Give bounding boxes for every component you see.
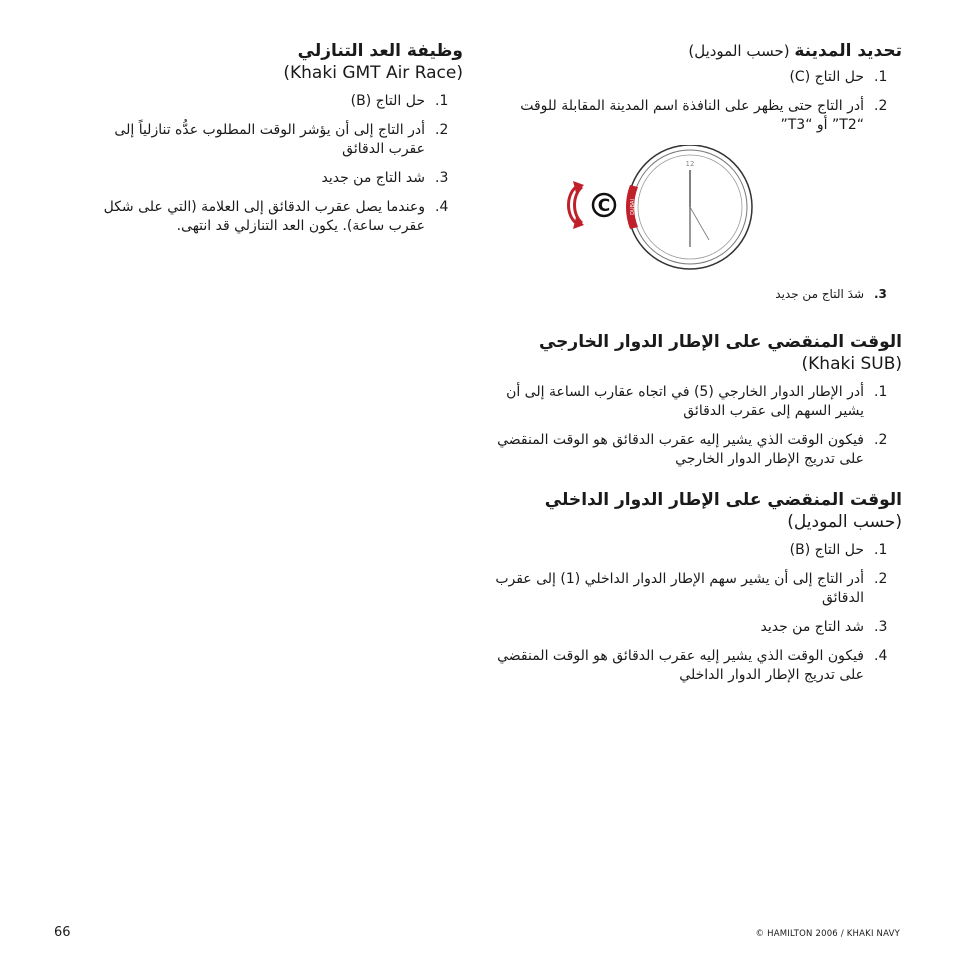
city-title: تحديد المدينة (حسب الموديل) xyxy=(688,41,902,61)
list-item: .3 شد التاج من جديد xyxy=(321,170,449,186)
inner-bezel-section xyxy=(492,489,902,685)
watch-illustration xyxy=(492,145,902,345)
crown-letter: C xyxy=(597,196,611,216)
right-column xyxy=(492,40,902,705)
outer-bezel-subtitle: (Khaki SUB) xyxy=(801,354,902,374)
page-number: 66 xyxy=(54,925,71,940)
inner-bezel-title: الوقت المنقضي على الإطار الدوار الداخلي xyxy=(544,490,902,510)
list-item: .1 حل التاج (B) xyxy=(350,93,449,109)
crown-icon xyxy=(593,194,615,216)
city-steps xyxy=(492,68,902,135)
countdown-subtitle: (Khaki GMT Air Race) xyxy=(283,63,463,83)
countdown-section xyxy=(78,40,463,246)
inner-bezel-subtitle: (حسب الموديل) xyxy=(787,512,902,532)
outer-bezel-steps xyxy=(492,383,902,469)
countdown-steps xyxy=(78,92,463,236)
inner-bezel-steps xyxy=(492,541,902,685)
list-item: .2 أدر التاج إلى أن يشير سهم الإطار الدوار الداخلي (1) إلى عقرب الدقائق xyxy=(495,571,888,606)
list-item: .1 أدر الإطار الدوار الخارجي (5) في اتجاه عقارب الساعة إلى أن يشير السهم إلى عقرب الدقائق xyxy=(506,384,888,419)
list-item: .2 فيكون الوقت الذي يشير إليه عقرب الدقائق هو الوقت المنقضي على تدريج الإطار الدوار الخارجي xyxy=(497,432,888,467)
watch-diagram xyxy=(564,145,754,275)
city-step-3: .3 شدَ التاج من جديد xyxy=(775,287,887,301)
countdown-title: وظيفة العد التنازلي xyxy=(297,41,463,61)
rotation-arrow-icon xyxy=(569,181,585,229)
list-item: .1 حل التاج (C) xyxy=(789,69,888,85)
copyright-notice: © HAMILTON 2006 / KHAKI NAVY xyxy=(755,929,900,939)
city-window-text: DUBAI xyxy=(630,199,636,215)
list-item: .1 حل التاج (B) xyxy=(789,542,888,558)
city-section xyxy=(492,40,902,303)
list-item: .4 وعندما يصل عقرب الدقائق إلى العلامة (التي على شكل عقرب ساعة). يكون العد التنازلي قد انتهى. xyxy=(103,199,449,234)
list-item: .2 أدر التاج حتى يظهر على النافذة اسم المدينة المقابلة للوقت “T2” أو “T3” xyxy=(520,98,888,133)
dial-twelve-label: 12 xyxy=(685,160,695,168)
list-item: .4 فيكون الوقت الذي يشير إليه عقرب الدقائق هو الوقت المنقضي على تدريج الإطار الدوار الداخلي xyxy=(497,648,888,683)
outer-bezel-title: الوقت المنقضي على الإطار الدوار الخارجي xyxy=(538,332,902,352)
list-item: .2 أدر التاج إلى أن يؤشر الوقت المطلوب عدُّه تنازلياً إلى عقرب الدقائق xyxy=(114,122,449,157)
outer-bezel-section xyxy=(492,331,902,469)
list-item: .3 شد التاج من جديد xyxy=(760,619,888,635)
